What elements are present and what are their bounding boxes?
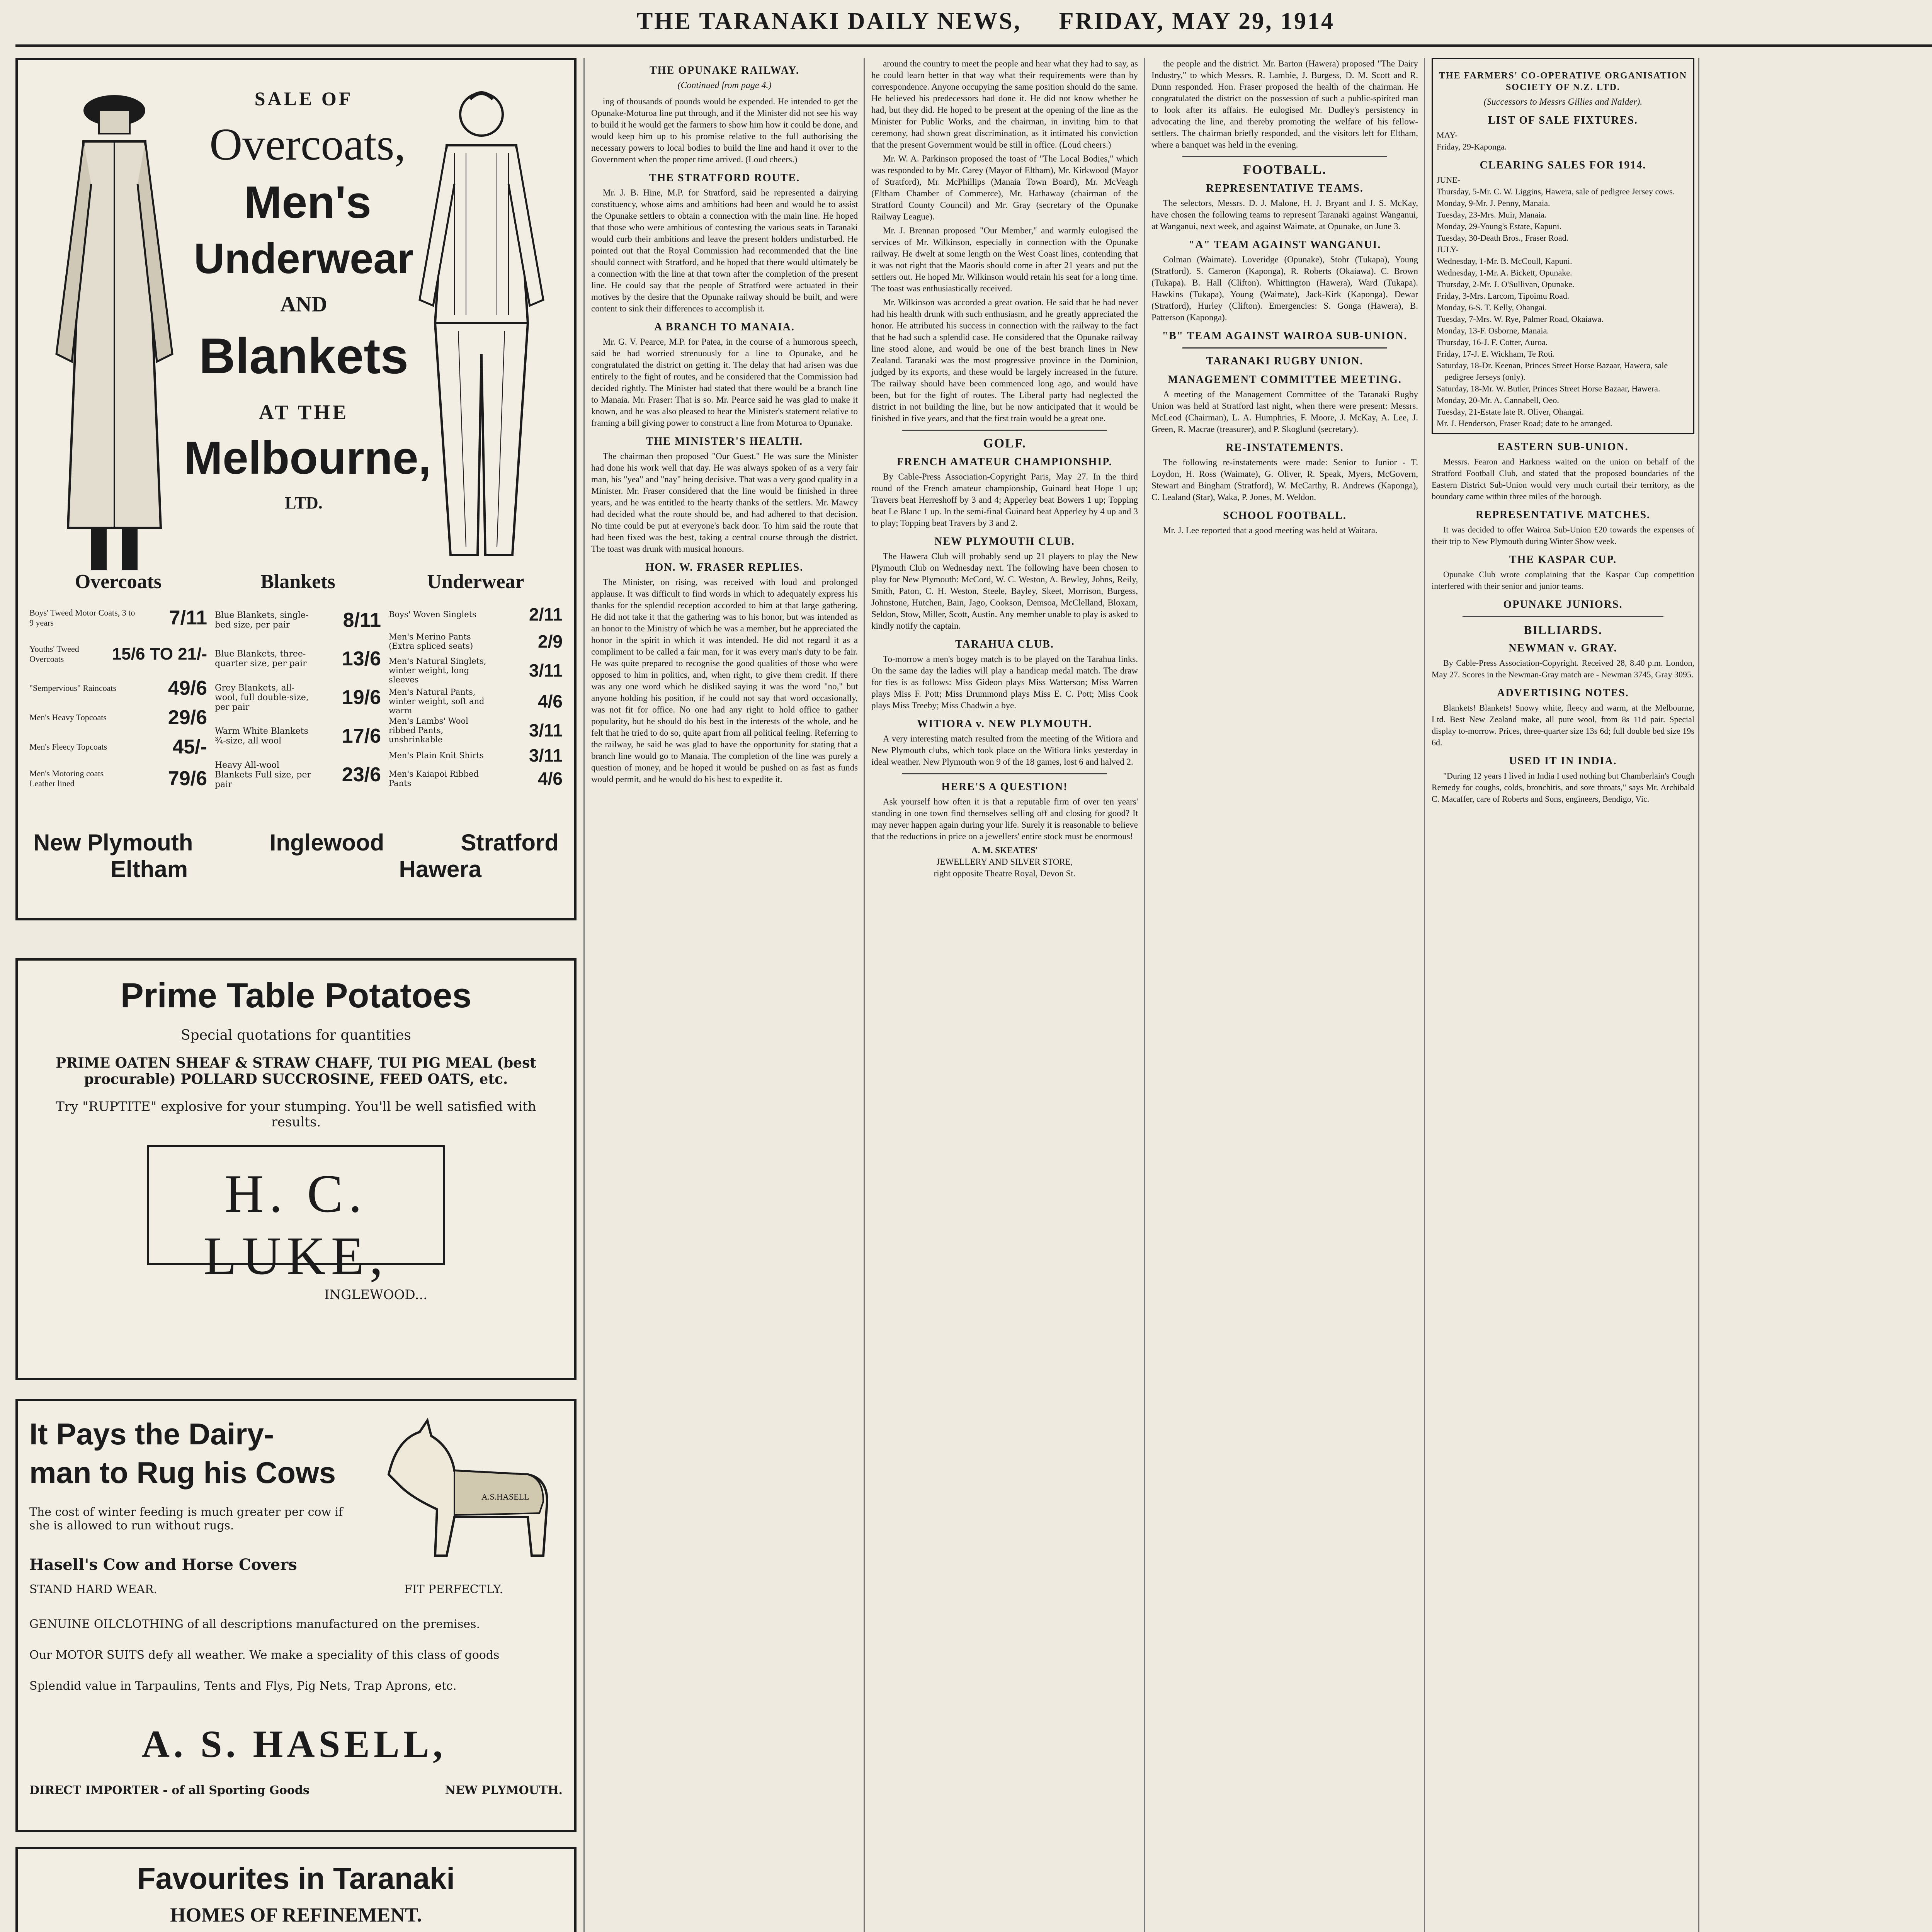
underwear-man-illustration <box>412 83 551 578</box>
section-heading: HON. W. FRASER REPLIES. <box>645 561 804 573</box>
column-6-7 <box>1704 58 1932 1932</box>
price-row: Men's Motoring coats Leather lined 79/6 <box>29 767 207 790</box>
hasell-footer-right: NEW PLYMOUTH. <box>445 1784 563 1797</box>
overcoats-col-header: Overcoats <box>75 571 162 593</box>
sale-item: Tuesday, 21-Estate late R. Oliver, Ohangai. <box>1437 407 1584 417</box>
article-column-3 <box>871 58 1138 1932</box>
article-paragraph: It was decided to offer Wairoa Sub-Union £20 towards the expenses of their trip to New Plymouth during Winter Show week. <box>1432 525 1694 546</box>
section-heading: EASTERN SUB-UNION. <box>1497 441 1629 453</box>
ad-at-the: AT THE <box>259 401 349 424</box>
masthead-date: FRIDAY, MAY 29, 1914 <box>1059 8 1335 34</box>
article-paragraph: Blankets! Blankets! Snowy white, fleecy and warm, at the Melbourne, Ltd. Best New Zealand make, all pure wool, from 8s 11d pair. Special display to-morrow. Prices, three-quarter size 13s 6d; full double bed size 19s 6d. <box>1432 703 1694 747</box>
price-row: Boys' Woven Singlets 2/11 <box>389 604 563 624</box>
article-paragraph: The selectors, Messrs. D. J. Malone, H. J. Bryant and J. S. McKay, have chosen the following teams to represent Taranaki against Wanganui, at Wanganui, next week, and against Waimate, at Opunake, on June 3. <box>1151 198 1418 231</box>
column-rule <box>864 58 865 1932</box>
article-paragraph: ing of thousands of pounds would be expended. He intended to get the Opunake-Moturoa line put through, and if the Minister did not see his way to build it he would get the farmers to show him how it could be done, and would keep him up to his promise relative to the full authorising the necessary powers to local bodies to build the line and hand it over to the Government when the proper time arrived. (Loud cheers.) <box>591 97 858 164</box>
section-heading: REPRESENTATIVE MATCHES. <box>1475 509 1651 521</box>
article-paragraph: Colman (Waimate). Loveridge (Opunake), Stohr (Tukapa), Young (Stratford). S. Cameron (Kaponga), R. Roberts (Okaiawa). C. Brown (Tukapa). B. Hall (Clifton). Whittington (Hawera), Ward (Tukapa). Hawkins (Tukapa), Young (Waimate), Jack-Kirk (Kaponga), Dewar (Stratford), Hurley (Clifton). Emergencies: S. Gonga (Hawera), B. Patterson (Kaponga). <box>1151 255 1418 322</box>
price-row: Boys' Tweed Motor Coats, 3 to 9 years 7/11 <box>29 607 207 629</box>
section-heading: SCHOOL FOOTBALL. <box>1223 510 1347 522</box>
article-heading: THE OPUNAKE RAILWAY. <box>650 65 799 77</box>
branch-name: Stratford <box>461 830 559 855</box>
farmers-sales-box <box>1432 58 1694 434</box>
article-paragraph: Mr. G. V. Pearce, M.P. for Patea, in the course of a humorous speech, said he had worried strenuously for a line to Opunake, and he congratulated the district on getting it. The delay that had arisen was due entirely to the fight of routes, and he considered that the Commission had decided rightly. The Minister had stated that there would be a branch line to Manaia. Mr. Fraser: That is so. Mr. Pearce said he was glad to make it known, and he was also pleased to hear the Minister's statement relative to framing a bill giving power to construct a line from Moturoa to Opunake. <box>591 337 858 428</box>
hasell-firm: A. S. HASELL, <box>141 1723 447 1765</box>
article-paragraph: Mr. Wilkinson was accorded a great ovation. He said that he had never had his health drunk with such enthusiasm, and he greatly appreciated the honor. He attributed his success in connection with the railway to the fact that he had such a splendid case. He considered that the Opunake railway line stood alone, and would be one of the best branch lines in New Zealand. Taranaki was the most progressive province in the Dominion, judged by its exports, and these would be largely increased in the future. The railway should have been commenced long ago, and would have been, but for the fight of routes. The Liberal party had neglected the district in not building the line, but he now anticipated that it would be finished in five years, and that the first train would be a great one. <box>871 298 1138 423</box>
football-heading: FOOTBALL. <box>1243 163 1327 177</box>
hoffmann-ad <box>15 1847 577 1932</box>
golf-heading: GOLF. <box>983 436 1026 451</box>
section-heading: OPUNAKE JUNIORS. <box>1503 599 1623 611</box>
article-paragraph: A meeting of the Management Committee of the Taranaki Rugby Union was held at Stratford last night, when there were present: Messrs. McLeod (Chairman), L. A. Humphries, F. Moore, J. McKay, A. Lee, J. Green, R. Macrae (treasurer), and P. Skoglund (secretary). <box>1151 389 1418 434</box>
price-row: Men's Kaiapoi Ribbed Pants 4/6 <box>389 769 563 789</box>
hasell-title-1: It Pays the Dairy- <box>29 1417 274 1451</box>
masthead-rule <box>15 44 1932 47</box>
article-paragraph: Opunake Club wrote complaining that the Kaspar Cup competition interfered with their senior and junior teams. <box>1432 570 1694 591</box>
sale-item: Saturday, 18-Dr. Keenan, Princes Street Horse Bazaar, Hawera, sale pedigree Jerseys (only). <box>1437 361 1668 382</box>
article-paragraph: around the country to meet the people and hear what they had to say, as he could learn better in that way what their requirements were than by correspondence. Anyone occupying the same position should do the same. He believed his predecessors had done it. He did not know whether he had, but they did. He hoped to be present at the opening of the line as the Minister for Public Works, and the chairman, in inviting him to that ceremony, had shown great discrimination, as it intimated his conviction that the present Government would be still in office. (Loud cheers.) <box>871 59 1138 150</box>
hasell-fit: FIT PERFECTLY. <box>404 1583 503 1596</box>
article-paragraph: By Cable-Press Association-Copyright. Received 28, 8.40 p.m. London, May 27. Scores in the Newman-Gray match are - Newman 3745, Gray 3095. <box>1432 658 1694 679</box>
price-row: Grey Blankets, all-wool, full double-size, per pair 19/6 <box>215 683 381 712</box>
column-rule <box>1144 58 1145 1932</box>
sale-item: Monday, 29-Young's Estate, Kapuni. <box>1437 221 1561 231</box>
month-label: MAY- <box>1437 130 1458 140</box>
underwear-price-list <box>389 570 563 790</box>
sale-item: Saturday, 18-Mr. W. Butler, Princes Street Horse Bazaar, Hawera. <box>1437 384 1660 393</box>
section-heading: HERE'S A QUESTION! <box>941 781 1068 793</box>
price-row: Men's Lambs' Wool ribbed Pants, unshrinkable 3/11 <box>389 716 563 744</box>
hasell-stand: STAND HARD WEAR. <box>29 1583 157 1596</box>
section-heading: WITIORA v. NEW PLYMOUTH. <box>917 718 1092 730</box>
article-paragraph: The following re-instatements were made: Senior to Junior - T. Loydon, H. Ross (Waimate), G. Oliver, R. Speak, Myers, McGovern, Stewart and Bingham (Stratford), W. McCarthy, R. Andrews (Kaponga), C. Lealand (Star), Waka, P. Jones, M. Weldon. <box>1151 457 1418 502</box>
price-row: Men's Fleecy Topcoats 45/- <box>29 736 207 758</box>
article-paragraph: "During 12 years I lived in India I used nothing but Chamberlain's Cough Remedy for coughs, colds, bronchitis, and sore throats," says Mr. Archibald C. Macaffer, care of Roberts and Sons, engineers, Bendigo, Vic. <box>1432 771 1694 804</box>
column-rule <box>583 58 585 1932</box>
hasell-ad <box>15 1399 577 1832</box>
luke-ad <box>15 958 577 1380</box>
masthead <box>0 8 1932 39</box>
divider <box>1182 347 1387 349</box>
ad-underwear-heading: Underwear <box>194 235 414 282</box>
column-rule <box>1698 58 1699 1932</box>
sale-item: Tuesday, 30-Death Bros., Fraser Road. <box>1437 233 1569 243</box>
article-paragraph: Messrs. Fearon and Harkness waited on the union on behalf of the Stratford Football Club, and stated that the proposed boundaries of the Eastern District Sub-Union would very much curtail their territory, as the boundary came within three miles of the borough. <box>1432 457 1694 501</box>
article-paragraph: The Minister, on rising, was received with loud and prolonged applause. It was difficult to find words in which to adequately express his thanks for the splendid reception accorded to him at that large gathering. He did not take it that the gathering was to his honor, but was intended as an honor to the Ministry of which he was a member, but he appreciated the honor in the spirit in which it was intended. He did not regard it as a compliment to be called a fair man, for it was every man's duty to be fair. He was quite prepared to recognise the good qualities of those who were opposed to him in politics, and, when right, to give them credit. If there was any one word which he disliked saying it was the word "no," but anyone holding his position, if he could not say that word occasionally, was not fit for office. No one had any right to hold office to gather popularity, but he should do his best in the interests of the whole, and he felt that he tried to do so, quite apart from all political feeling. Referring to the railway, he said he was glad to have the opportunity for stating that a branch line would go to Manaia. The completion of the line was purely a question of money, and he hoped it would be pushed on as fast as funds would permit, and he would do his best to expedite it. <box>591 577 858 784</box>
column-5 <box>1432 58 1694 1932</box>
section-heading: NEWMAN v. GRAY. <box>1509 642 1617 654</box>
signoff: JEWELLERY AND SILVER STORE, <box>936 857 1073 867</box>
overcoat-man-illustration <box>41 83 188 578</box>
branch-name: Hawera <box>399 856 481 882</box>
signoff: A. M. SKEATES' <box>971 845 1038 855</box>
sale-item: Friday, 3-Mrs. Larcom, Tipoimu Road. <box>1437 291 1570 301</box>
section-heading: MANAGEMENT COMMITTEE MEETING. <box>1168 374 1402 386</box>
potatoes-line3: Try "RUPTITE" explosive for your stumping. You'll be well satisfied with results. <box>56 1099 536 1130</box>
price-row: Men's Plain Knit Shirts 3/11 <box>389 745 563 765</box>
horse-illustration <box>366 1417 559 1579</box>
sale-item: Monday, 9-Mr. J. Penny, Manaia. <box>1437 198 1550 208</box>
signoff: right opposite Theatre Royal, Devon St. <box>934 869 1076 878</box>
price-row: Warm White Blankets ¾-size, all wool 17/6 <box>215 725 381 747</box>
luke-box <box>147 1145 445 1303</box>
section-heading: TARANAKI RUGBY UNION. <box>1206 355 1364 367</box>
section-heading: RE-INSTATEMENTS. <box>1226 442 1344 454</box>
ad-and: AND <box>280 293 327 316</box>
potatoes-line2: PRIME OATEN SHEAF & STRAW CHAFF, TUI PIG MEAL (best procurable) POLLARD SUCCROSINE, FEED OATS, etc. <box>56 1055 536 1087</box>
sale-item: Friday, 17-J. E. Wickham, Te Roti. <box>1437 349 1555 359</box>
billiards-heading: BILLIARDS. <box>1523 623 1603 637</box>
section-heading: THE MINISTER'S HEALTH. <box>646 435 803 447</box>
section-heading: FRENCH AMATEUR CHAMPIONSHIP. <box>897 456 1112 468</box>
divider <box>1463 616 1663 617</box>
article-paragraph: the people and the district. Mr. Barton (Hawera) proposed "The Dairy Industry," to which Messrs. R. Lambie, J. Burgess, D. M. Scott and R. Dunn responded. Hon. Fraser proposed the health of the chairman. He congratulated the district on the possession of such a public-spirited man to look after its affairs. He eulogised Mr. Dudley's persistency in advocating the line, and thereby promoting the welfare of his fellow-settlers. The chairman briefly responded, and the visitors left for Eltham, where a banquet was held in the evening. <box>1151 59 1418 150</box>
price-row: Blue Blankets, three-quarter size, per pair 13/6 <box>215 648 381 670</box>
sale-item: Tuesday, 23-Mrs. Muir, Manaia. <box>1437 210 1547 219</box>
branch-name: Eltham <box>111 856 188 882</box>
hoffmann-title: Favourites in Taranaki <box>137 1861 455 1895</box>
overcoats-price-list <box>29 570 207 796</box>
section-heading: REPRESENTATIVE TEAMS. <box>1206 182 1364 194</box>
farmers-title: THE FARMERS' CO-OPERATIVE ORGANISATION SOCIETY OF N.Z. LTD. <box>1439 71 1687 92</box>
article-continued: (Continued from page 4.) <box>677 80 772 90</box>
section-heading: ADVERTISING NOTES. <box>1497 687 1629 699</box>
price-row: "Sempervious" Raincoats 49/6 <box>29 677 207 699</box>
article-paragraph: A very interesting match resulted from the meeting of the Witiora and New Plymouth clubs, which took place on the Witiora links yesterday in ideal weather. New Plymouth won 9 of the 18 games, lost 6 and halved 2. <box>871 734 1138 767</box>
sale-item: Wednesday, 1-Mr. B. McCoull, Kapuni. <box>1437 256 1572 266</box>
price-row: Heavy All-wool Blankets Full size, per pair 23/6 <box>215 760 381 789</box>
month-label: JUNE- <box>1437 175 1461 185</box>
section-heading: TARAHUA CLUB. <box>955 638 1054 650</box>
column-rule <box>1424 58 1425 1932</box>
article-paragraph: Mr. J. B. Hine, M.P. for Stratford, said he represented a dairying constituency, whose aims and ambitions had been and would be to assist the Opunake settlers to obtain a connection with the main line. He hoped that those who were ambitious of contesting the various seats in Taranaki would curb their ambitions and leave the present holders undisturbed. He pointed out that the Royal Commission had recommended that the line should connect with Stratford, and he hoped that there would ultimately be a connection with the line at that town after the completion of the present line. He could say that the people of Stratford were actuated in their motives by the desire that the Opunake railway should be built, and were content to sink their differences to accomplish it. <box>591 188 858 313</box>
article-paragraph: The chairman then proposed "Our Guest." He was sure the Minister had done his work well that day. He was always spoken of as a very fair man, his "yea" and "nay" being decisive. That was a very good quality in a Minister. Mr. Fraser considered that the line would be finished in three years, and he was entitled to the hearty thanks of the settlers. Mr. Mawcy had decided what the route should be, and had adhered to that decision. No time could be put at everyone's back door. To him said the route that had been fixed was the best, taking a central course through the district. The toast was drunk with musical honours. <box>591 451 858 554</box>
price-row: Blue Blankets, single-bed size, per pair 8/11 <box>215 609 381 631</box>
sale-item: Monday, 6-S. T. Kelly, Ohangai. <box>1437 303 1547 312</box>
ad-mens-heading: Men's <box>244 177 371 228</box>
ad-store-name: Melbourne, <box>184 432 432 484</box>
farmers-list: LIST OF SALE FIXTURES. <box>1488 114 1638 126</box>
blankets-col-header: Blankets <box>260 571 335 593</box>
article-paragraph: Ask yourself how often it is that a reputable firm of over ten years' standing in one town find themselves selling off and closing for good? It may never happen again during your life. Surely it is reasonable to believe that the reductions in price on a jewellers' entire stock must be enormous! <box>871 797 1138 841</box>
article-paragraph: To-morrow a men's bogey match is to be played on the Tarahua links. On the same day the ladies will play a handicap medal match. The draw for ties is as follows: Miss Gideon plays Miss Watterson; Miss Warren plays Miss F. Pott; Miss Drummond plays Miss E. C. Pott; Miss Cook plays Miss Treeby; Miss Chadwin a bye. <box>871 654 1138 710</box>
sale-item: Thursday, 2-Mr. J. O'Sullivan, Opunake. <box>1437 279 1575 289</box>
ad-blankets-heading: Blankets <box>199 328 408 384</box>
section-heading: A BRANCH TO MANAIA. <box>654 321 795 333</box>
sale-item: Tuesday, 7-Mrs. W. Rye, Palmer Road, Okaiawa. <box>1437 314 1604 324</box>
article-paragraph: Mr. W. A. Parkinson proposed the toast of "The Local Bodies," which was responded to by Mr. Carey (Mayor of Eltham), Mr. Kirkwood (Mayor of Stratford), Mr. McPhillips (Manaia Town Board), Mr. McVeagh (Eltham Chamber of Commerce), Mr. Hathaway (chairman of the Stratford County Council) and Mr. Gray (secretary of the Opunake Railway League). <box>871 154 1138 221</box>
sale-item: Thursday, 5-Mr. C. W. Liggins, Hawera, sale of pedigree Jersey cows. <box>1437 187 1675 196</box>
month-label: JULY- <box>1437 245 1459 254</box>
hasell-motor: Our MOTOR SUITS defy all weather. We make a speciality of this class of goods <box>29 1648 500 1662</box>
branch-name: Inglewood <box>269 830 384 855</box>
price-row: Men's Natural Singlets, winter weight, long sleeves 3/11 <box>389 656 563 684</box>
svg-text:A.S.HASELL: A.S.HASELL <box>481 1492 529 1502</box>
branch-name: New Plymouth <box>33 830 193 855</box>
hoffmann-sub: HOMES OF REFINEMENT. <box>170 1904 422 1926</box>
article-paragraph: The Hawera Club will probably send up 21 players to play the New Plymouth Club on Wednesday next. The following have been chosen to play for New Plymouth: McCord, W. C. Weston, A. Bewley, Johns, Reily, Smith, Paton, C. H. Weston, Steele, Bayley, Skeet, Morrison, Burgess, Johnstone, Hutchen, Bain, Jago, Cookson, Demsoa, McClelland, Bloxam, Seldon, Stow, Miller, Scott, Austin. Any member unable to play is asked to kindly notify the captain. <box>871 551 1138 631</box>
sale-item: Wednesday, 1-Mr. A. Bickett, Opunake. <box>1437 268 1572 277</box>
sale-item: Mr. J. Henderson, Fraser Road; date to be arranged. <box>1437 418 1612 428</box>
hasell-title-2: man to Rug his Cows <box>29 1456 336 1490</box>
luke-firm: H. C. LUKE, <box>203 1164 389 1286</box>
ad-overcoats-heading: Overcoats, <box>209 119 406 170</box>
divider <box>1182 156 1387 157</box>
price-row: Youths' Tweed Overcoats 15/6 TO 21/- <box>29 644 207 664</box>
hasell-oilcloth: GENUINE OILCLOTHING of all descriptions manufactured on the premises. <box>29 1617 480 1631</box>
sale-item: Friday, 29-Kaponga. <box>1437 142 1507 151</box>
article-opunake-railway <box>591 58 858 1932</box>
hasell-sub: Hasell's Cow and Horse Covers <box>29 1556 297 1574</box>
blankets-price-list <box>215 570 381 794</box>
price-row: Men's Heavy Topcoats 29/6 <box>29 706 207 729</box>
section-heading: "A" TEAM AGAINST WANGANUI. <box>1188 239 1381 251</box>
article-paragraph: Mr. J. Brennan proposed "Our Member," and warmly eulogised the services of Mr. Wilkinson, especially in connection with the Opunake railway. He dwelt at some length on the West Coast lines, contending that it was not right that the Maoris should come in after 21 years and put the settlers out. He hoped Mr. Wilkinson would retain his seat for a long time. The toast was enthusiastically received. <box>871 226 1138 293</box>
masthead-title: THE TARANAKI DAILY NEWS, <box>636 8 1022 34</box>
hasell-stock: Splendid value in Tarpaulins, Tents and Flys, Pig Nets, Trap Aprons, etc. <box>29 1679 457 1693</box>
ad-sale-of: SALE OF <box>254 88 353 109</box>
price-row: Men's Merino Pants (Extra spliced seats) 2/9 <box>389 631 563 651</box>
section-heading: NEW PLYMOUTH CLUB. <box>934 536 1075 548</box>
sale-item: Thursday, 16-J. F. Cotter, Auroa. <box>1437 337 1548 347</box>
price-row: Men's Natural Pants, winter weight, soft and warm 4/6 <box>389 687 563 715</box>
article-paragraph: Mr. J. Lee reported that a good meeting was held at Waitara. <box>1163 526 1378 535</box>
underwear-col-header: Underwear <box>427 571 524 593</box>
farmers-sub: (Successors to Messrs Gillies and Nalder). <box>1483 97 1643 107</box>
clearing-heading: CLEARING SALES FOR 1914. <box>1480 159 1646 171</box>
potatoes-heading: Prime Table Potatoes <box>120 976 472 1015</box>
hasell-footer-left: DIRECT IMPORTER - of all Sporting Goods <box>29 1784 310 1797</box>
sale-item: Monday, 13-F. Osborne, Manaia. <box>1437 326 1549 335</box>
article-paragraph: By Cable-Press Association-Copyright Paris, May 27. In the third round of the French amateur championship, Guinard beat Hope 1 up; Travers beat Herreshoff by 3 and 4; Apperley beat Bowers 1 up; Topping beat Le Blanc 1 up. In the semi-final Guinard beat Apperley by 4 up and 3 to play; Topping beat Travers by 3 and 2. <box>871 472 1138 528</box>
melbourne-ad <box>15 58 577 920</box>
ad-ltd: LTD. <box>285 493 323 512</box>
section-heading: THE STRATFORD ROUTE. <box>649 172 800 184</box>
hasell-body: The cost of winter feeding is much greater per cow if she is allowed to run without rugs. <box>29 1505 343 1532</box>
sale-item: Monday, 20-Mr. A. Cannabell, Oeo. <box>1437 395 1559 405</box>
divider <box>902 773 1107 774</box>
section-heading: THE KASPAR CUP. <box>1509 554 1617 566</box>
divider <box>902 430 1107 431</box>
branch-list <box>33 829 559 883</box>
potatoes-line1: Special quotations for quantities <box>181 1027 411 1043</box>
article-column-4 <box>1151 58 1418 1932</box>
section-heading: "B" TEAM AGAINST WAIROA SUB-UNION. <box>1162 330 1408 342</box>
section-heading: USED IT IN INDIA. <box>1509 755 1617 767</box>
luke-town: INGLEWOOD... <box>324 1287 427 1303</box>
